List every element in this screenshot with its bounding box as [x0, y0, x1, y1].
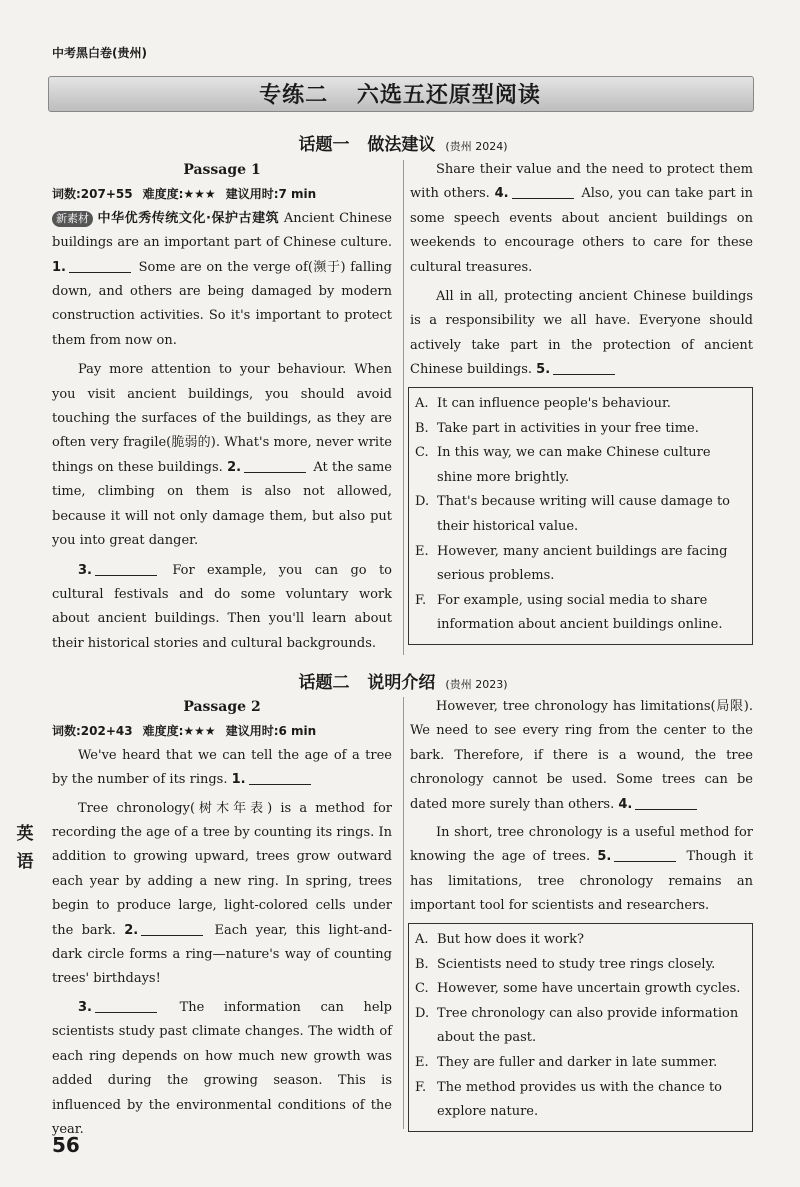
column-divider — [403, 697, 404, 1129]
answer-blank — [69, 258, 131, 273]
blank-number: 4. — [494, 186, 509, 202]
answer-blank — [614, 847, 676, 862]
answer-blank — [512, 184, 574, 199]
blank-number: 1. — [231, 772, 246, 788]
blank-number: 3. — [78, 562, 92, 578]
option-c: C. However, some have uncertain growth cycles. — [415, 981, 741, 997]
option-b: B. Take part in activities in your free time. — [415, 420, 699, 436]
blank-number: 3. — [78, 999, 92, 1015]
topic1-name: 做法建议 — [367, 135, 436, 155]
passage1-para1: 新素材 中华优秀传统文化·保护古建筑 Ancient Chinese buildings are an important part of Chinese culture. 1. Some are on the verge of(濒于) falling down, and others are being damaged by modern construction activities. So it's important to protect them from now on. — [52, 210, 392, 348]
option-a: A. But how does it work? — [415, 932, 584, 947]
blank-number: 5. — [536, 362, 551, 378]
option-e: E. However, many ancient buildings are facing serious problems. — [415, 543, 728, 584]
answer-blank — [95, 998, 157, 1013]
book-series-title: 中考黑白卷(贵州) — [52, 46, 147, 60]
passage2-para5: In short, tree chronology is a useful method for knowing the age of trees. 5. Though it has limitations, tree chronology remains an important tool for scientists and researchers. — [410, 825, 753, 914]
passage2-left-column — [52, 695, 392, 1142]
option-e: E. They are fuller and darker in late summer. — [415, 1054, 718, 1070]
passage1-right-column — [410, 158, 753, 383]
passage1-para3: 3. For example, you can go to cultural festivals and do some voluntary work about ancient buildings. Then you'll learn about their historical stories and cultural backgrounds. — [52, 562, 392, 651]
answer-blank — [249, 770, 311, 785]
passage1-para4: Share their value and the need to protect them with others. 4. Also, you can take part in some speech events about ancient buildings on weekends to encourage others to care for these cultural treasures. — [410, 162, 754, 275]
page-number: 56 — [52, 1133, 80, 1157]
passage1-title: Passage 1 — [183, 162, 261, 178]
blank-number: 2. — [124, 922, 139, 938]
topic1-source: (贵州 2024) — [445, 140, 508, 153]
section-title — [0, 78, 800, 109]
blank-number: 2. — [227, 459, 242, 475]
option-d: D. Tree chronology can also provide information about the past. — [415, 1005, 739, 1046]
option-f: F. For example, using social media to share information about ancient buildings online. — [415, 592, 723, 633]
topic2-heading — [0, 668, 800, 693]
passage1-para5: All in all, protecting ancient Chinese buildings is a responsibility we all have. Everyone should actively take part in the protection of ancient Chinese buildings. 5. — [410, 289, 753, 378]
answer-blank — [141, 921, 203, 936]
topic2-name: 说明介绍 — [367, 673, 436, 693]
passage2-title: Passage 2 — [183, 699, 261, 715]
passage2-time: 建议用时:6 min — [225, 724, 317, 739]
option-d: D. That's because writing will cause damage to their historical value. — [415, 494, 731, 534]
option-b: B. Scientists need to study tree rings closely. — [415, 956, 716, 972]
passage2-para3: 3. The information can help scientists study past climate changes. The width of each ring depends on how much new growth was added during the growing season. This is influenced by the environmental conditions of the year. — [52, 999, 392, 1137]
blank-number: 1. — [52, 259, 66, 275]
passage2-right-column — [410, 695, 753, 919]
passage2-options-box — [408, 923, 753, 1132]
passage1-difficulty: 难度度:★★★ — [142, 187, 216, 202]
answer-blank — [244, 458, 306, 473]
section-name: 六选五还原型阅读 — [356, 83, 541, 108]
passage1-meta — [52, 182, 392, 206]
answer-blank — [553, 360, 615, 375]
topic1-heading — [0, 130, 800, 155]
passage2-para2: Tree chronology(树木年表) is a method for recording the age of a tree by counting its rings. In addition to growing upward, trees grow outward each year by adding a new ring. In spring, trees begin to produce large, light-colored cells under the bark. 2. Each year, this light-and-dark circle forms a ring—nature's way of counting trees' birthdays! — [52, 800, 392, 987]
topic1-label: 话题一 — [298, 135, 350, 155]
column-divider — [403, 160, 404, 655]
subject-side-label: 英 语 — [16, 824, 34, 872]
section-number: 专练二 — [259, 83, 329, 108]
blank-number: 4. — [618, 796, 633, 812]
passage1-para2: Pay more attention to your behaviour. When you visit ancient buildings, you should avoid touching the surfaces of the buildings, as they are often very fragile(脆弱的). What's more, never write things on these buildings. 2. At the same time, climbing on them is also not allowed, because it will not only damage them, but also put you into great danger. — [52, 362, 392, 549]
passage2-word-count: 词数:202+43 — [52, 724, 133, 739]
answer-blank — [95, 561, 157, 576]
passage2-para1: We've heard that we can tell the age of a tree by the number of its rings. 1. — [52, 747, 392, 788]
passage1-word-count: 词数:207+55 — [52, 187, 133, 202]
option-f: F. The method provides us with the chance to explore nature. — [415, 1079, 722, 1120]
passage1-options-box — [408, 387, 753, 645]
new-material-badge: 新素材 — [52, 211, 93, 227]
blank-number: 5. — [597, 849, 612, 865]
answer-blank — [635, 795, 697, 810]
passage1-time: 建议用时:7 min — [225, 187, 317, 202]
passage2-para4: However, tree chronology has limitations(局限). We need to see every ring from the center to the bark. Therefore, if there is a wound, the tree chronology cannot be used. Some trees can be dated more surely than others. 4. — [410, 699, 753, 812]
option-a: A. It can influence people's behaviour. — [415, 396, 671, 411]
passage1-left-column — [52, 158, 392, 656]
passage2-difficulty: 难度度:★★★ — [142, 724, 216, 739]
topic2-source: (贵州 2023) — [445, 678, 508, 691]
topic2-label: 话题二 — [298, 673, 350, 693]
option-c: C. In this way, we can make Chinese culture shine more brightly. — [415, 445, 711, 485]
passage2-meta — [52, 719, 392, 743]
passage1-theme: 中华优秀传统文化·保护古建筑 — [97, 210, 280, 226]
